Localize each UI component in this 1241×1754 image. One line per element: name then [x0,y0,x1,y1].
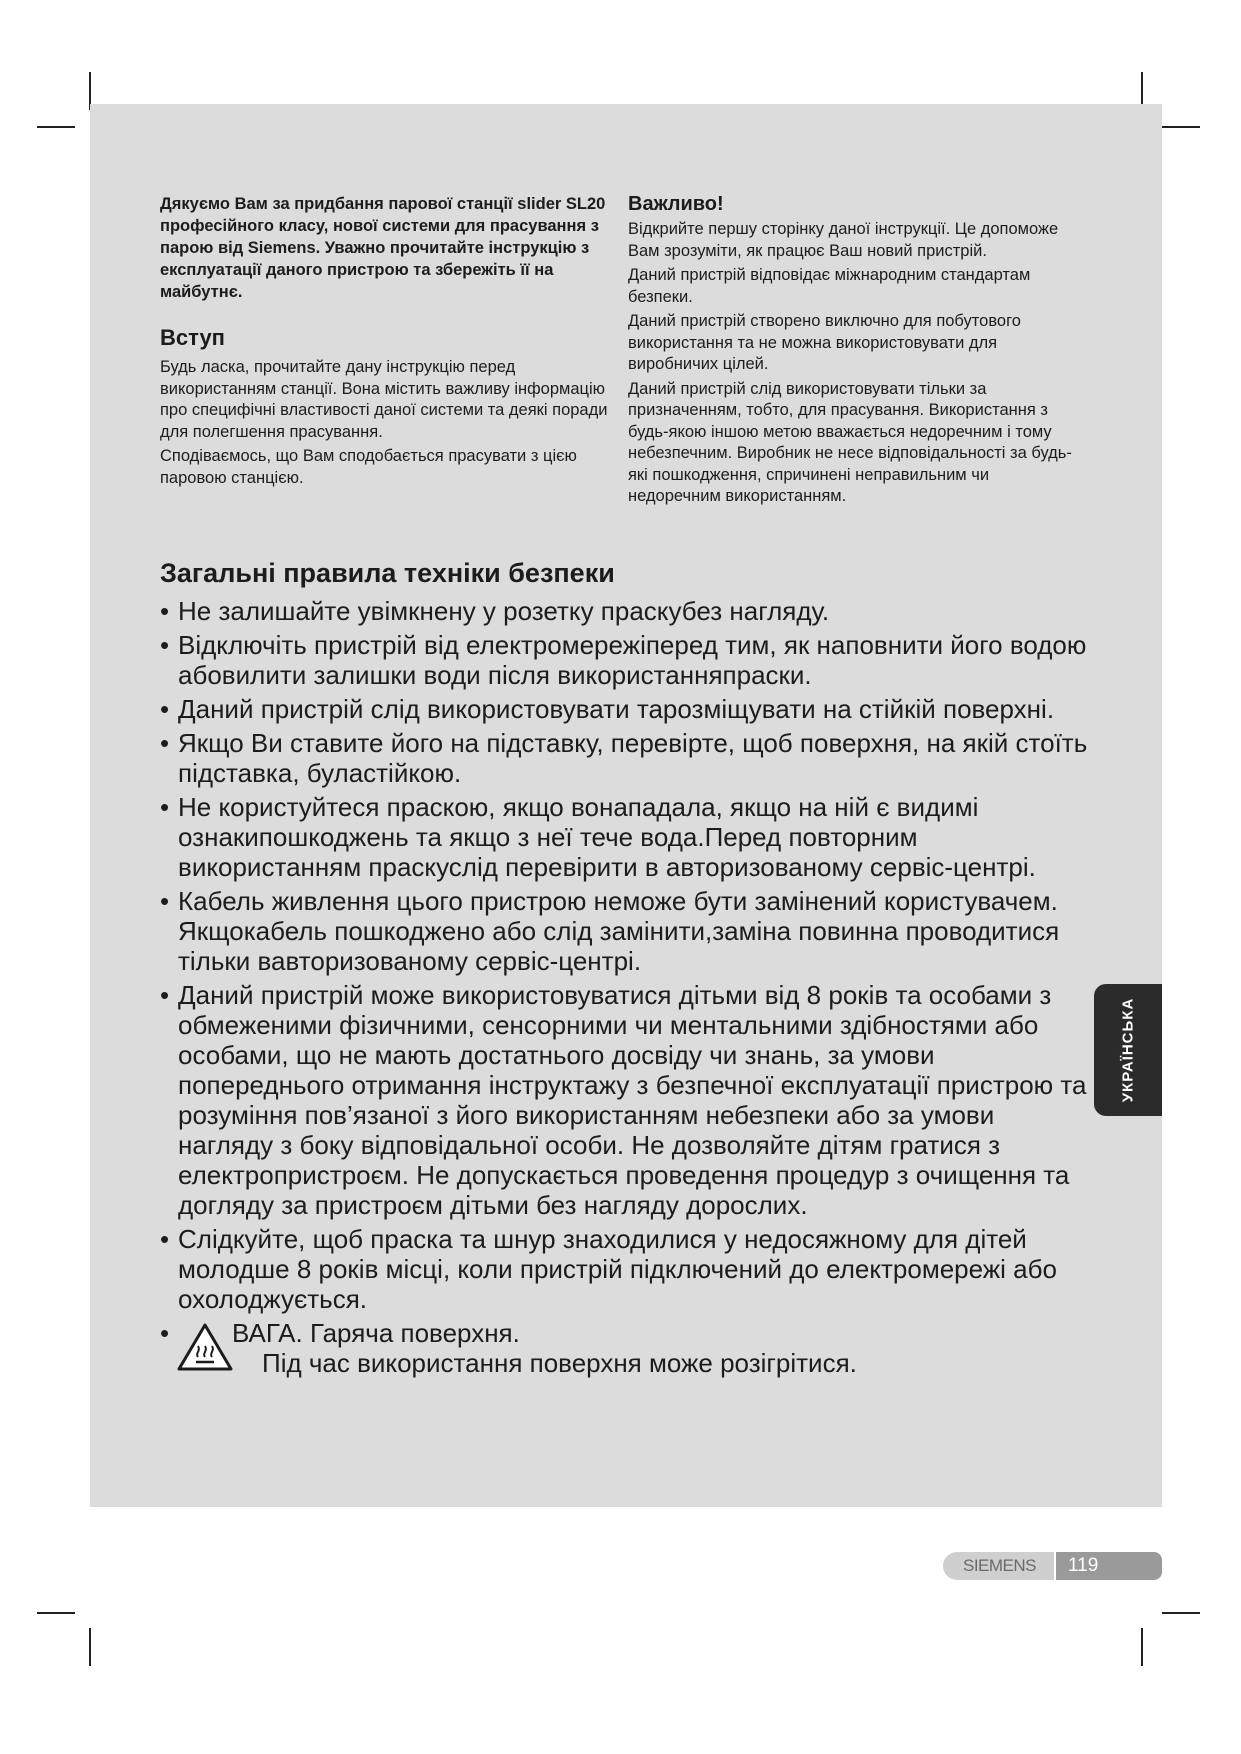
crop-mark [1162,126,1200,128]
rule-text: Слідкуйте, щоб праска та шнур знаходилися у недосяжному для дітей молодше 8 років місці, коли пристрій підключений до електромережі або охолоджується. [178,1224,1057,1314]
bullet: • [160,792,170,822]
bullet: • [160,728,170,758]
bullet: • [160,886,170,916]
list-item [160,886,1090,976]
list-item [160,728,1090,788]
crop-mark [37,1612,75,1614]
important-paragraph: Даний пристрій створено виключно для побутового використання та не можна використовувати для виробничих цілей. [628,312,1021,373]
left-column [160,193,610,492]
important-paragraph: Даний пристрій відповідає міжнародним стандартам безпеки. [628,266,1031,306]
crop-mark [1141,1628,1143,1666]
vstup-paragraph: Сподіваємось, що Вам сподобається прасувати з цією паровою станцією. [160,447,577,487]
bullet: • [160,694,170,724]
list-item [160,630,1090,690]
important-heading: Важливо! [628,193,724,215]
safety-section [160,556,1090,1378]
rule-text: Даний пристрій слід використовувати тарозміщувати на стійкій поверхні. [178,694,1055,724]
crop-mark [89,1628,91,1666]
safety-heading: Загальні правила техніки безпеки [160,558,615,588]
crop-mark [1162,1612,1200,1614]
bullet: • [160,596,170,626]
list-item [160,980,1090,1220]
page-footer [943,1552,1162,1580]
right-column [628,192,1083,511]
rule-text: Якщо Ви ставите його на підставку, перевірте, щоб поверхня, на якій стоїть підставка, буластійкою. [178,728,1088,788]
safety-rules-list [160,596,1090,1314]
page-number: 119 [1056,1552,1162,1580]
rule-text: Не користуйтеся праскою, якщо вонападала, якщо на ній є видимі ознакипошкоджень та якщо з неї тече вода.Перед повторним використанням праскуслід перевірити в авторизованому сервіс-центрі. [178,792,1036,882]
hot-surface-warning [160,1318,1090,1378]
warning-text: Під час використання поверхня може розігрітися. [262,1348,857,1378]
bullet: • [160,980,170,1010]
list-item [160,1224,1090,1314]
bullet: • [160,1318,170,1348]
vstup-paragraph: Будь ласка, прочитайте дану інструкцію перед використанням станції. Вона містить важливу інформацію про специфічні властивості даної системи та деякі поради для полегшення прасування. [160,358,608,441]
list-item [160,792,1090,882]
crop-mark [37,126,75,128]
vstup-heading: Вступ [160,325,225,350]
list-item [160,694,1090,724]
warning-title: ВАГА. Гаряча поверхня. [232,1318,520,1348]
brand-label: SIEMENS [943,1552,1056,1580]
list-item [160,596,1090,626]
intro-text: Дякуємо Вам за придбання парової станції slider SL20 професійного класу, нової системи для прасування з парою від Siemens. Уважно прочитайте інструкцію з експлуатації даного пристрою та збережіть її на майбутнє. [160,195,606,301]
hot-surface-warning-icon [176,1322,234,1372]
important-paragraph: Даний пристрій слід використовувати тільки за призначенням, тобто, для прасування. Використання з будь-якою іншою метою вважається недоречним і тому небезпечним. Виробник не несе відповідальності за будь-які пошкодження, спричинені неправильним чи недоречним використанням. [628,379,1072,505]
important-paragraph: Відкрийте першу сторінку даної інструкції. Це допоможе Вам зрозуміти, як працює Ваш новий пристрій. [628,220,1059,260]
rule-text: Не залишайте увімкнену у розетку праскубез нагляду. [178,596,830,626]
bullet: • [160,1224,170,1254]
rule-text: Відключіть пристрій від електромережіперед тим, як наповнити його водою абовилити залишки води після використанняпраски. [178,630,1087,690]
rule-text: Даний пристрій може використовуватися дітьми від 8 років та особами з обмеженими фізичними, сенсорними чи ментальними здібностями або особами, що не мають достатнього досвіду чи знань, за умови попереднього отримання інструктажу з безпечної експлуатації пристрою та розуміння пов’язаної з його використанням небезпеки або за умови нагляду з боку відповідальної особи. Не дозволяйте дітям гратися з електропристроєм. Не допускається проведення процедур з очищення та догляду за пристроєм дітьми без нагляду дорослих. [178,980,1087,1220]
language-tab-label: УКРАЇНСЬКА [1119,997,1137,1103]
rule-text: Кабель живлення цього пристрою неможе бути замінений користувачем. Якщокабель пошкоджено або слід замінити,заміна повинна проводитися тільки вавторизованому сервіс-центрі. [178,886,1060,976]
language-tab [1094,984,1162,1116]
bullet: • [160,630,170,660]
